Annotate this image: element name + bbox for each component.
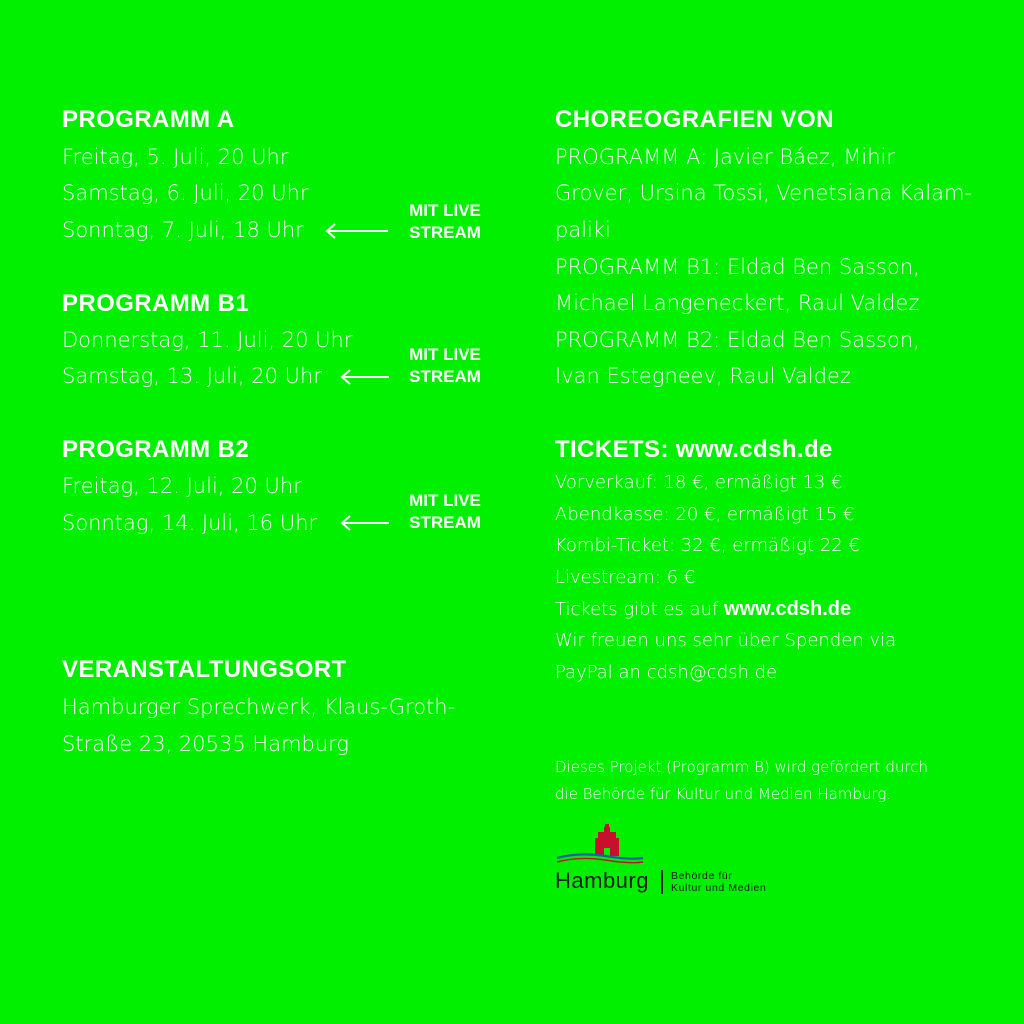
programm-b2-date-2: Sonntag, 14. Juli, 16 Uhr (62, 511, 318, 535)
arrow-left-icon (339, 368, 391, 386)
programm-b1-date-1: Donnerstag, 11. Juli, 20 Uhr (62, 328, 353, 352)
live-stream-line-1: MIT LIVE (409, 491, 481, 510)
tickets-info (555, 594, 851, 626)
logo-divider (661, 870, 663, 894)
price-presale: Vorverkauf: 18 €, ermäßigt 13 € (555, 472, 843, 493)
venue-heading: VERANSTALTUNGSORT (62, 656, 347, 683)
programm-b1-heading: PROGRAMM B1 (62, 290, 250, 317)
programm-a-date-3: Sonntag, 7. Juli, 18 Uhr (62, 218, 304, 242)
tickets-info-prefix: Tickets gibt es auf (555, 599, 725, 620)
programm-b1-date-2: Samstag, 13. Juli, 20 Uhr (62, 364, 322, 388)
castle-icon (555, 824, 645, 868)
choreo-line-1: PROGRAMM A: Javier Báez, Mihir (555, 145, 896, 169)
donation-line-1: Wir freuen uns sehr über Spenden via (555, 630, 897, 651)
choreo-line-2: Grover, Ursina Tossi, Venetsiana Kalam- (555, 181, 973, 205)
choreo-line-5: Michael Langeneckert, Raul Valdez (555, 291, 920, 315)
price-combi: Kombi-Ticket: 32 €, ermäßigt 22 € (555, 535, 860, 556)
logo-subtitle-line-2: Kultur und Medien (671, 882, 767, 894)
logo-subtitle (671, 870, 766, 894)
donation-line-2: PayPal an cdsh@cdsh.de (555, 662, 778, 683)
venue-line-1: Hamburger Sprechwerk, Klaus-Groth- (62, 695, 456, 719)
funding-line-2: die Behörde für Kultur und Medien Hamburg. (555, 785, 892, 803)
price-box-office: Abendkasse: 20 €, ermäßigt 15 € (555, 504, 855, 525)
live-stream-label (395, 490, 495, 534)
choreo-heading: CHOREOGRAFIEN VON (555, 106, 834, 133)
tickets-heading[interactable]: TICKETS: www.cdsh.de (555, 436, 833, 463)
live-stream-label (395, 200, 495, 244)
funding-line-1: Dieses Projekt (Programm B) wird gefördert durch (555, 758, 928, 776)
hamburg-logo (555, 824, 795, 904)
programm-a-heading: PROGRAMM A (62, 106, 235, 133)
live-stream-label (395, 344, 495, 388)
programm-a-date-2: Samstag, 6. Juli, 20 Uhr (62, 181, 309, 205)
logo-subtitle-line-1: Behörde für (671, 870, 733, 882)
programm-b2-heading: PROGRAMM B2 (62, 436, 250, 463)
arrow-left-icon (324, 222, 390, 240)
live-stream-line-2: STREAM (409, 367, 481, 386)
choreo-line-7: Ivan Estegneev, Raul Valdez (555, 364, 851, 388)
live-stream-line-2: STREAM (409, 513, 481, 532)
programm-b2-date-1: Freitag, 12. Juli, 20 Uhr (62, 474, 302, 498)
live-stream-line-1: MIT LIVE (409, 345, 481, 364)
programm-a-date-1: Freitag, 5. Juli, 20 Uhr (62, 145, 289, 169)
venue-line-2: Straße 23, 20535 Hamburg (62, 732, 350, 756)
live-stream-line-2: STREAM (409, 223, 481, 242)
choreo-line-4: PROGRAMM B1: Eldad Ben Sasson, (555, 255, 920, 279)
choreo-line-6: PROGRAMM B2: Eldad Ben Sasson, (555, 328, 920, 352)
live-stream-line-1: MIT LIVE (409, 201, 481, 220)
tickets-link[interactable]: www.cdsh.de (724, 598, 852, 620)
price-livestream: Livestream: 6 € (555, 567, 696, 588)
logo-wordmark: Hamburg (555, 868, 649, 893)
arrow-left-icon (339, 514, 391, 532)
choreo-line-3: paliki (555, 218, 611, 242)
